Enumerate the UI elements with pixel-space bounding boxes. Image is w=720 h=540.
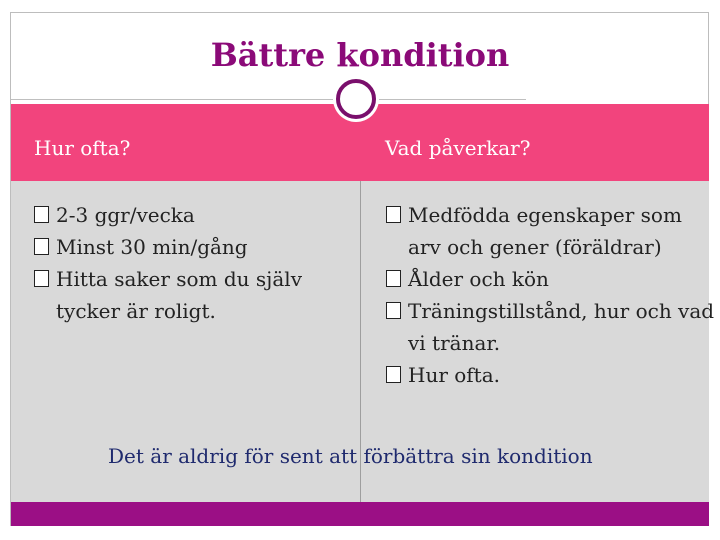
list-item-text: Träningstillstånd, hur och vad vi tränar. (408, 299, 715, 355)
list-item (386, 295, 718, 359)
checkbox-bullet-icon (34, 238, 49, 255)
list-item (386, 359, 706, 391)
list-item-text: Hur ofta. (408, 363, 501, 387)
circle-ornament-icon (336, 79, 376, 119)
list-item (386, 263, 706, 295)
right-bullet-list (386, 199, 715, 391)
slide-title: Bättre kondition (210, 36, 510, 74)
left-bullet-list (34, 199, 354, 327)
list-item (386, 199, 718, 263)
checkbox-bullet-icon (386, 366, 401, 383)
list-item-text: Medfödda egenskaper som arv och gener (föräldrar) (408, 203, 682, 259)
checkbox-bullet-icon (34, 206, 49, 223)
right-column-header: Vad påverkar? (385, 136, 531, 160)
footer-caption: Det är aldrig för sent att förbättra sin kondition (108, 444, 593, 468)
list-item (34, 263, 346, 327)
checkbox-bullet-icon (386, 270, 401, 287)
list-item-text: Ålder och kön (408, 267, 549, 291)
list-item-text: Minst 30 min/gång (56, 235, 248, 259)
list-item (34, 231, 354, 263)
title-divider (11, 99, 526, 100)
checkbox-bullet-icon (386, 206, 401, 223)
checkbox-bullet-icon (386, 302, 401, 319)
bottom-band (11, 502, 709, 526)
left-column-header: Hur ofta? (34, 136, 131, 160)
checkbox-bullet-icon (34, 270, 49, 287)
list-item (34, 199, 354, 231)
list-item-text: Hitta saker som du själv tycker är roligt. (56, 267, 303, 323)
list-item-text: 2-3 ggr/vecka (56, 203, 195, 227)
